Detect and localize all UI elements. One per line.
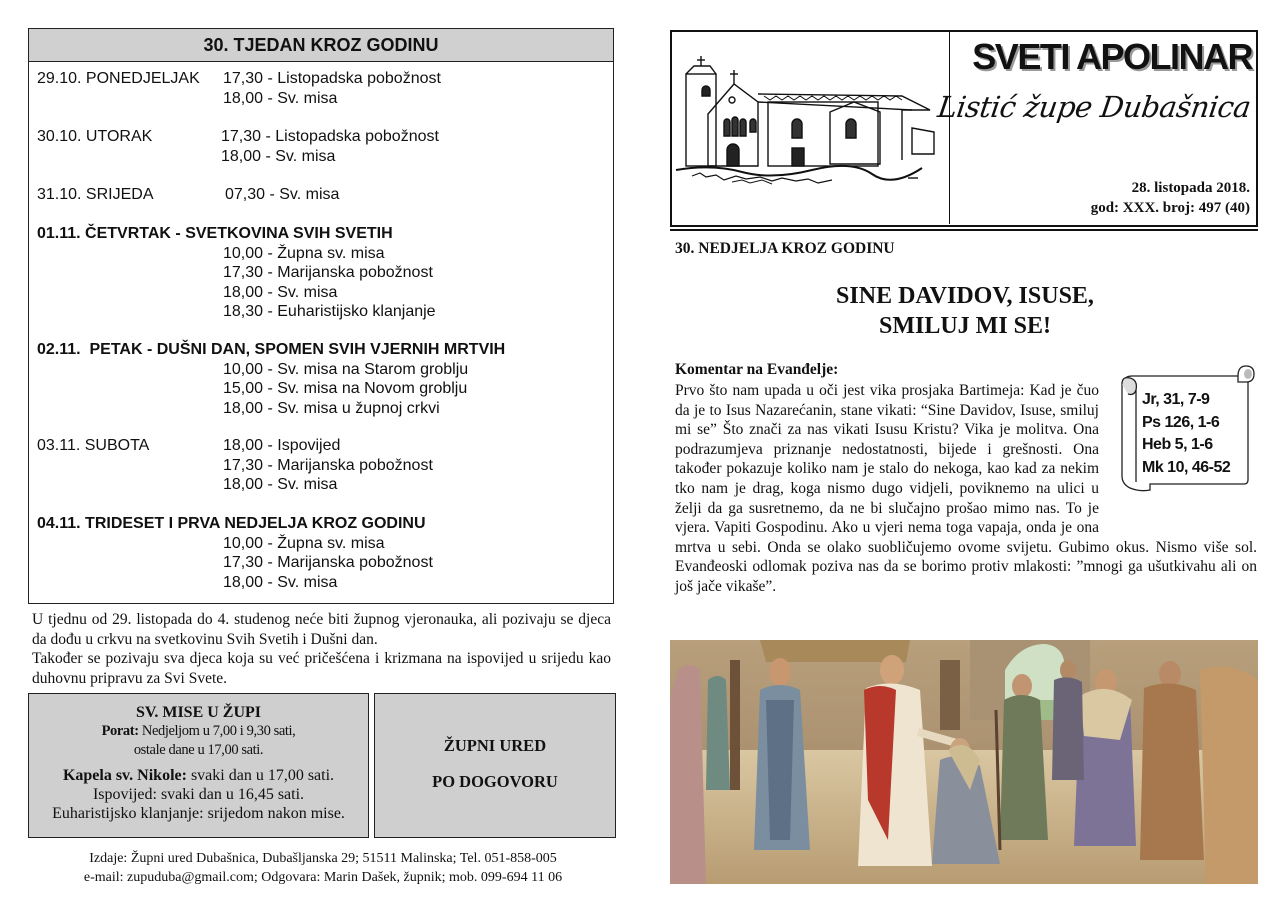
day-events	[223, 436, 433, 495]
day-events	[223, 69, 441, 108]
reading: Heb 5, 1-6	[1142, 436, 1213, 453]
confession-line: Ispovijed: svaki dan u 16,45 sati.	[92, 786, 305, 803]
porat-line-2: ostale dane u 17,00 sati.	[133, 742, 264, 758]
footer-line-1: Izdaje: Župni ured Dubašnica, Dubašljanska 29; 51511 Malinska; Tel. 051-858-005	[89, 851, 557, 866]
event: 07,30 - Sv. misa	[225, 186, 340, 203]
schedule-title: 30. TJEDAN KROZ GODINU	[29, 29, 613, 62]
event: 18,00 - Sv. misa	[223, 89, 338, 107]
event: 18,00 - Ispovijed	[223, 437, 341, 454]
office-line-2: PO DOGOVORU	[432, 772, 558, 791]
kapela-label: Kapela sv. Nikole:	[62, 767, 187, 784]
commentary-text: Prvo što nam upada u oči jest vika prosjaka Bartimeja: Kad je čuo da je to Isus Nazarećanin, stane vikati: “Sine Davidov, Isuse, smiluj mi se” Što znači za nas vikati Isusu Kristu? Vika je molitva. Ona podrazumjeva priznanje nedostatnosti, bijede i grešnosti. Ona također pokazuje koliko nam je stalo do nekoga, kao kad za nekim tko nam je drag, koga nismo dugo vidjeli, poviknemo na ulici u želji da ga susretnemo, da ne bi slučajno prošao mimo nas. To je vjera. Vapiti Gospodinu. Ako u vjeri nema toga vapaja, onda je ona mrtva u sebi. Onda se olako suobličujemo ovome svijetu. Gubimo okus. Nismo više sol. Evanđeoski odlomak poziva nas da se borimo protiv mlakosti: ”mnogi ga ušutkivahu ali on još jače vikaše”.	[675, 382, 1257, 595]
event: 17,30 - Marijanska pobožnost	[223, 554, 433, 571]
parish-office-box	[374, 693, 616, 838]
kapela-line	[29, 766, 368, 785]
porat-line	[29, 722, 368, 741]
mass-times-box	[28, 693, 369, 838]
day-label: 02.11. PETAK - DUŠNI DAN, SPOMEN SVIH VJERNIH MRTVIH	[37, 341, 506, 358]
porat-label: Porat:	[101, 723, 139, 739]
notice-paragraph: Također se pozivaju sva djeca koja su već pričešćena i krizmana na ispovijed u srijedu kao duhovnu pripravu za Svi Svete.	[32, 650, 611, 687]
masthead-rule	[670, 229, 1258, 231]
newsletter-brand	[935, 32, 1256, 224]
reading: Jr, 31, 7-9	[1142, 391, 1210, 408]
church-sketch-icon	[672, 32, 949, 224]
event: 18,30 - Euharistijsko klanjanje	[223, 303, 436, 320]
event: 17,30 - Listopadska pobožnost	[221, 128, 439, 145]
day-label: 04.11. TRIDESET I PRVA NEDJELJA KROZ GODINU	[37, 515, 426, 532]
event: 18,00 - Sv. misa	[221, 147, 336, 165]
event: 18,00 - Sv. misa u župnoj crkvi	[223, 399, 440, 417]
reading: Ps 126, 1-6	[1142, 413, 1220, 431]
masthead	[670, 30, 1258, 227]
event: 10,00 - Župna sv. misa	[223, 244, 385, 262]
event: 18,00 - Sv. misa	[223, 476, 338, 493]
reading: Mk 10, 46-52	[1142, 458, 1231, 476]
event: 18,00 - Sv. misa	[223, 283, 338, 301]
church-drawing	[672, 32, 950, 224]
headline	[670, 281, 1260, 341]
issue-date: 28. listopada 2018.	[1131, 180, 1250, 196]
newsletter-subtitle: Listić župe Dubašnica	[935, 90, 1253, 124]
porat-text: Nedjeljom u 7,00 i 9,30 sati,	[138, 723, 296, 739]
publisher-footer	[28, 849, 618, 887]
day-label: 29.10. PONEDJELJAK	[37, 70, 200, 87]
comment-title: Komentar na Evanđelje:	[675, 361, 839, 378]
bartimaeus-painting	[670, 640, 1258, 884]
mass-box-title: SV. MISE U ŽUPI	[135, 704, 262, 721]
weekly-schedule	[28, 28, 614, 604]
event: 17,30 - Marijanska pobožnost	[223, 264, 433, 281]
day-events	[223, 360, 468, 419]
footer-line-2: e-mail: zupuduba@gmail.com; Odgovara: Marin Dašek, župnik; mob. 099-694 11 06	[83, 870, 563, 885]
scripture-readings	[1142, 389, 1230, 479]
event: 18,00 - Sv. misa	[223, 573, 338, 591]
headline-line: SINE DAVIDOV, ISUSE,	[836, 283, 1094, 309]
adoration-line: Euharistijsko klanjanje: srijedom nakon mise.	[52, 805, 345, 822]
notice-text	[32, 610, 611, 688]
day-events	[221, 127, 439, 166]
painting-illustration-icon	[670, 640, 1258, 884]
sunday-label: 30. NEDJELJA KROZ GODINU	[675, 240, 895, 257]
headline-line: SMILUJ MI SE!	[878, 313, 1052, 339]
notice-paragraph: U tjednu od 29. listopada do 4. studenog neće biti župnog vjeronauka, ali pozivaju se djeca da dođu u crkvu na svetkovinu Svih Svetih i Dušni dan.	[32, 611, 611, 648]
day-label: 30.10. UTORAK	[37, 128, 153, 145]
newsletter-title: SVETI APOLINAR	[972, 36, 1252, 77]
day-label: 31.10. SRIJEDA	[37, 186, 154, 203]
event: 15,00 - Sv. misa na Novom groblju	[223, 380, 468, 397]
kapela-text: svaki dan u 17,00 sati.	[186, 767, 335, 784]
issue-number: god: XXX. broj: 497 (40)	[1090, 200, 1250, 216]
day-events	[223, 244, 436, 322]
day-events	[223, 534, 433, 593]
event: 10,00 - Župna sv. misa	[223, 534, 385, 552]
day-label: 03.11. SUBOTA	[37, 437, 150, 454]
day-label: 01.11. ČETVRTAK - SVETKOVINA SVIH SVETIH	[37, 225, 393, 242]
event: 10,00 - Sv. misa na Starom groblju	[223, 360, 469, 378]
office-line-1: ŽUPNI URED	[443, 736, 547, 755]
day-events	[225, 185, 339, 205]
event: 17,30 - Listopadska pobožnost	[223, 70, 441, 87]
event: 17,30 - Marijanska pobožnost	[223, 456, 433, 474]
